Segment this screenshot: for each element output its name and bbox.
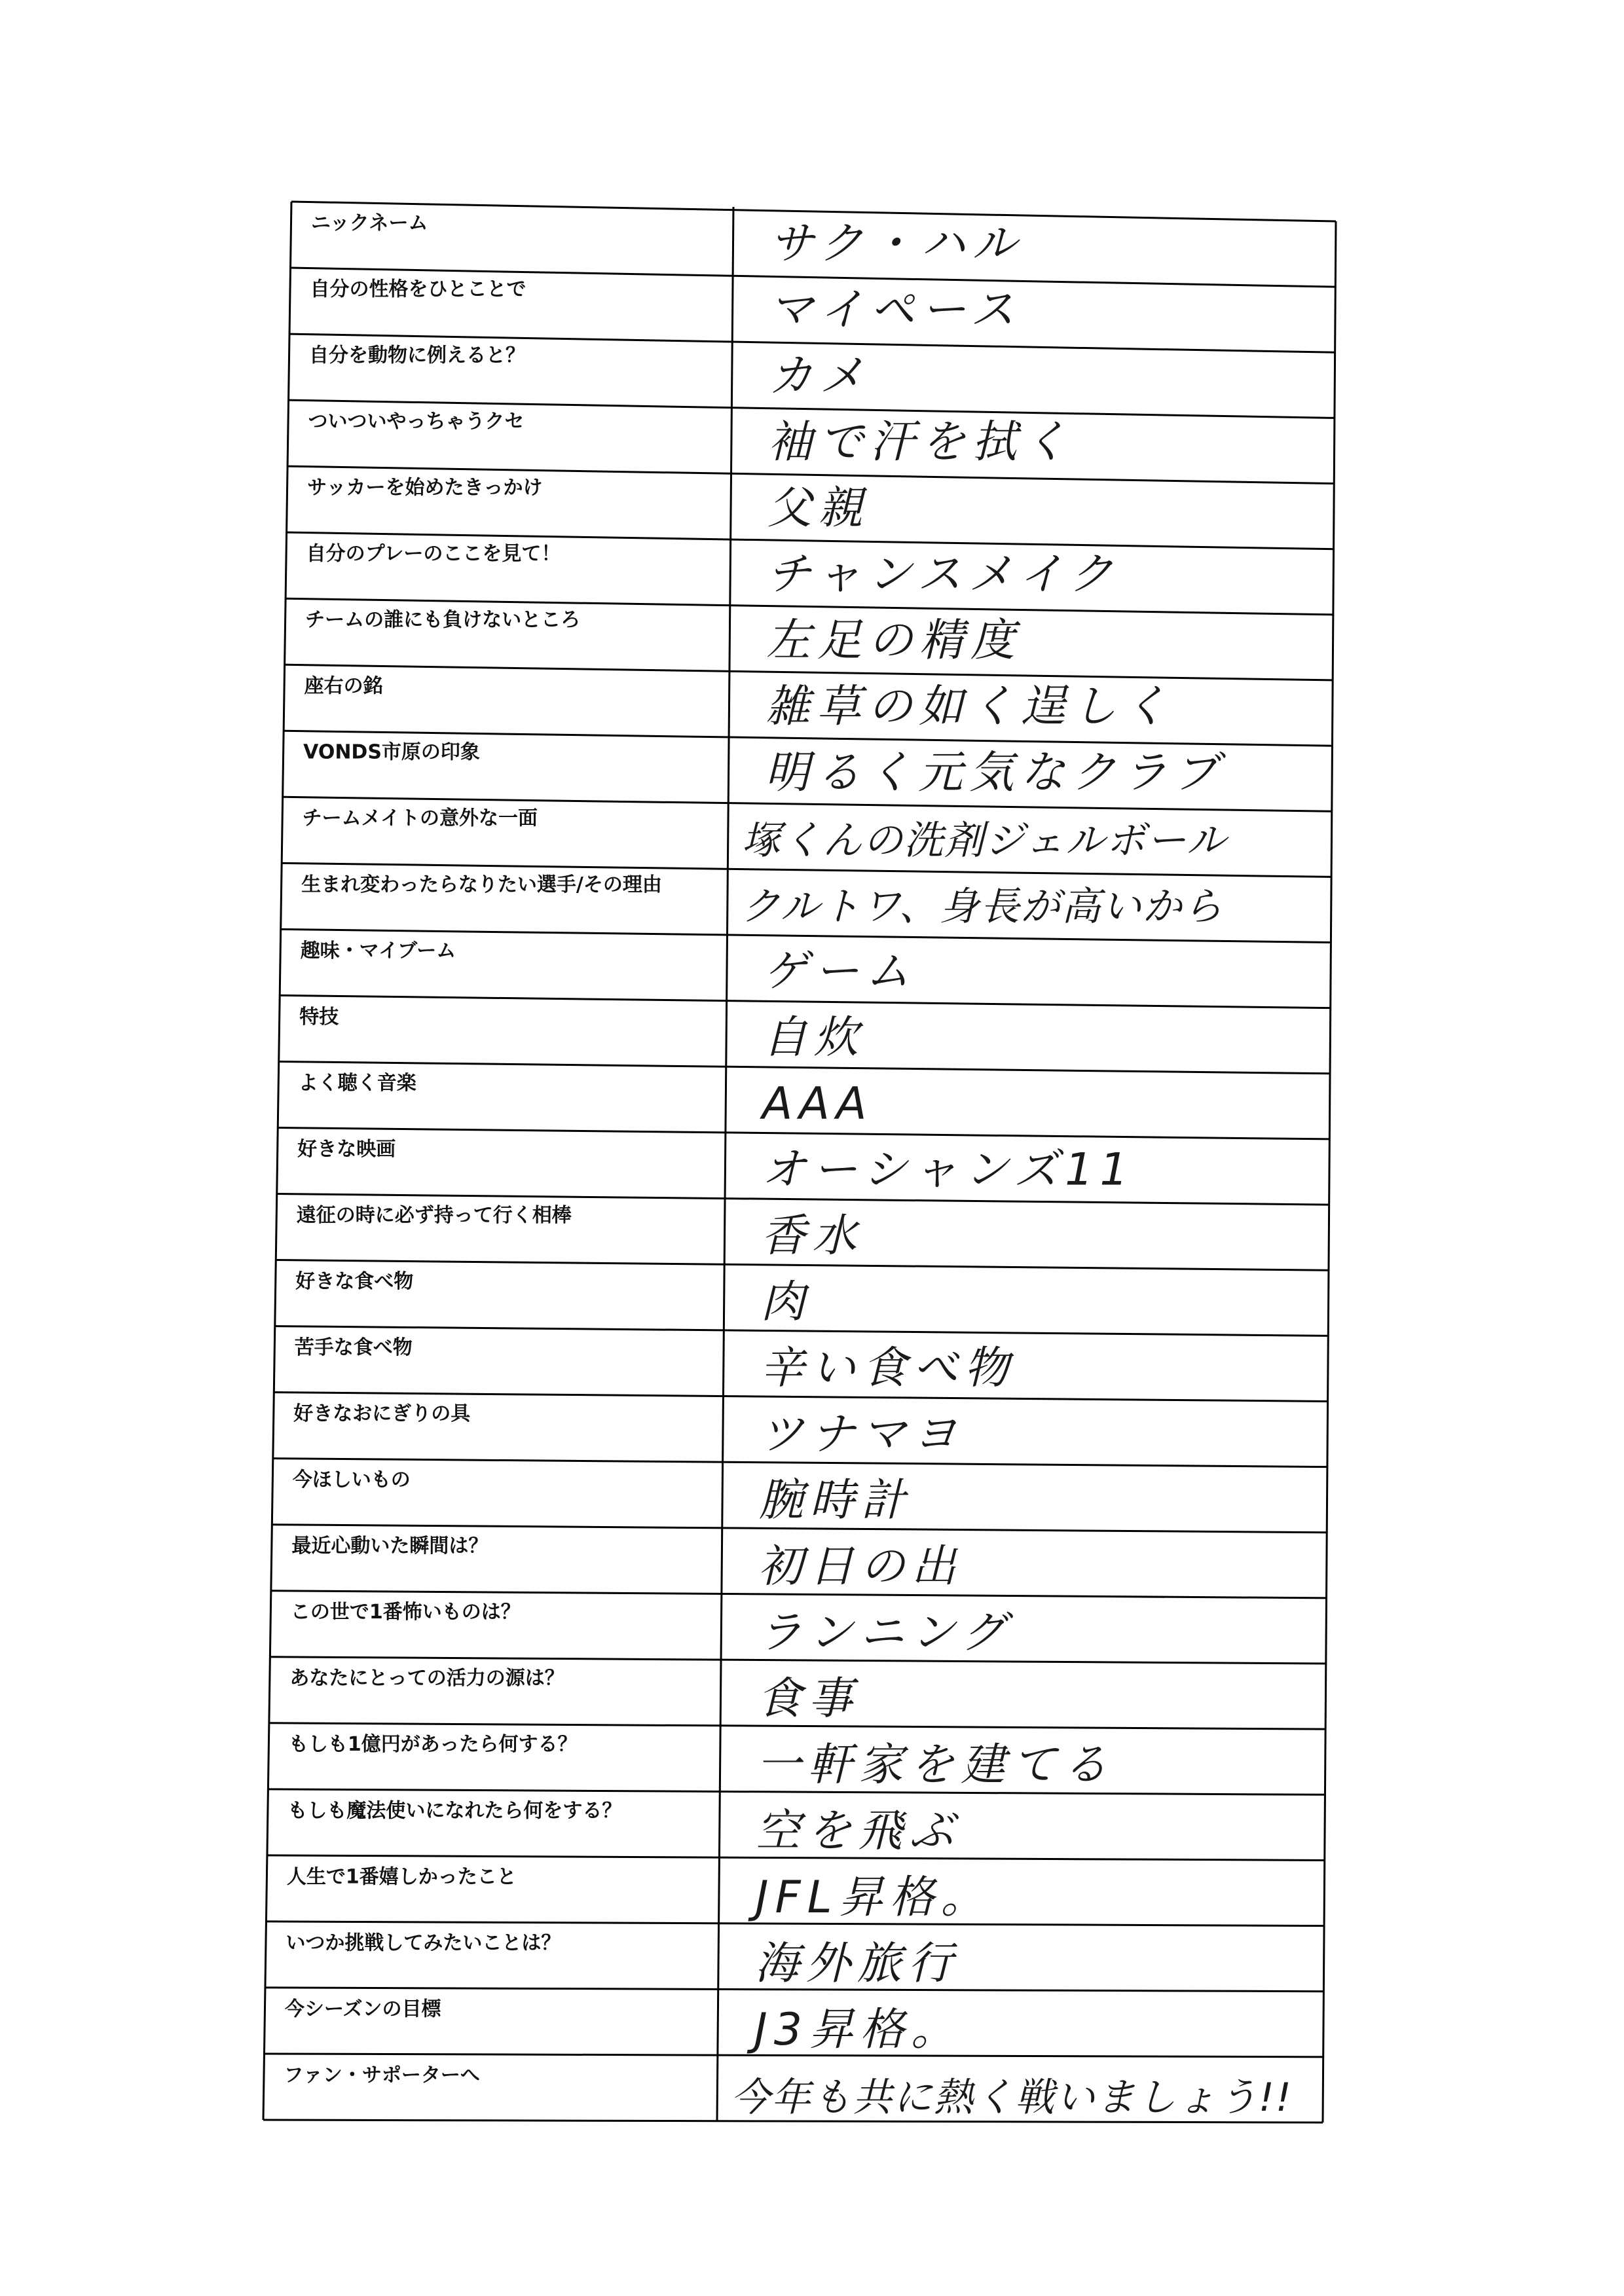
handwritten-answer: 自炊 bbox=[762, 1011, 865, 1064]
table-cells bbox=[284, 211, 1292, 2120]
handwritten-answer: 肉 bbox=[760, 1276, 812, 1328]
table-row bbox=[295, 1270, 811, 1328]
table-row bbox=[303, 741, 1226, 799]
question-label: もしも魔法使いになれたら何をする？ bbox=[287, 1799, 622, 1823]
question-label: チームメイトの意外な一面 bbox=[302, 807, 538, 830]
table-column-divider bbox=[717, 207, 733, 2121]
handwritten-answer: ゲーム bbox=[763, 945, 917, 998]
question-label: ニックネーム bbox=[311, 211, 428, 235]
question-label: 特技 bbox=[299, 1005, 339, 1029]
table-row bbox=[297, 1138, 1134, 1195]
question-label: 今ほしいもの bbox=[292, 1468, 411, 1492]
table-row bbox=[299, 1006, 864, 1063]
question-label: 自分を動物に例えると？ bbox=[309, 344, 526, 367]
handwritten-answer: チャンスメイク bbox=[766, 549, 1120, 601]
handwritten-answer: クルトワ、身長が高いから bbox=[741, 884, 1224, 930]
question-label: 好きなおにぎりの具 bbox=[293, 1402, 471, 1426]
question-label: ファン・サポーターへ bbox=[284, 2064, 480, 2087]
question-label: いつか挑戦してみたいことは？ bbox=[286, 1931, 561, 1955]
table-row bbox=[293, 1402, 963, 1460]
handwritten-answer: J3昇格。 bbox=[754, 2003, 963, 2056]
question-label: 今シーズンの目標 bbox=[284, 1997, 441, 2021]
question-label: 座右の銘 bbox=[304, 674, 383, 698]
table-row bbox=[287, 1799, 960, 1857]
table-row bbox=[284, 2064, 1292, 2120]
table-row bbox=[286, 1931, 959, 1989]
handwritten-answer: 香水 bbox=[761, 1210, 864, 1262]
question-label: 好きな映画 bbox=[297, 1137, 396, 1161]
question-label: 自分の性格をひとことで bbox=[310, 278, 526, 301]
handwritten-answer: 父親 bbox=[767, 483, 870, 535]
table-border-left bbox=[263, 202, 291, 2120]
handwritten-answer: JFL昇格。 bbox=[755, 1871, 992, 1923]
handwritten-answer: 辛い食べ物 bbox=[760, 1342, 1016, 1394]
table-row bbox=[311, 211, 1023, 269]
question-label: VONDS市原の印象 bbox=[303, 740, 480, 764]
handwritten-answer: 塚くんの洗剤ジェルボール bbox=[741, 818, 1227, 864]
handwritten-answer: 食事 bbox=[757, 1673, 860, 1725]
question-label: 最近心動いた瞬間は？ bbox=[291, 1535, 489, 1558]
question-label: ついついやっちゃうクセ bbox=[308, 410, 525, 433]
table-row bbox=[291, 1535, 962, 1592]
table-row bbox=[301, 873, 1224, 930]
handwritten-answer: 雑草の如く逞しく bbox=[765, 681, 1174, 733]
table-row bbox=[306, 543, 1120, 600]
handwritten-answer: 初日の出 bbox=[758, 1540, 963, 1593]
question-label: 苦手な食べ物 bbox=[294, 1336, 413, 1360]
handwritten-answer: 海外旅行 bbox=[754, 1937, 959, 1990]
question-label: 趣味・マイブーム bbox=[300, 939, 456, 962]
handwritten-answer: 袖で汗を拭く bbox=[767, 416, 1075, 468]
question-label: 生まれ変わったらなりたい選手/その理由 bbox=[301, 873, 662, 896]
handwritten-answer: 一軒家を建てる bbox=[756, 1739, 1115, 1791]
handwritten-answer: サク・ハル bbox=[769, 217, 1024, 270]
handwritten-answer: カメ bbox=[768, 350, 871, 402]
question-label: この世で1番怖いものは？ bbox=[290, 1601, 521, 1624]
question-label: 人生で1番嬉しかったこと bbox=[286, 1865, 517, 1889]
table-row bbox=[285, 1997, 962, 2055]
question-label: 遠征の時に必ず持って行く相棒 bbox=[296, 1203, 572, 1227]
table-row bbox=[297, 1204, 863, 1262]
question-label: 自分のプレーのここを見て！ bbox=[306, 542, 561, 566]
handwritten-answer: 腕時計 bbox=[758, 1474, 912, 1527]
table-row bbox=[293, 1468, 912, 1526]
question-label: よく聴く音楽 bbox=[298, 1071, 416, 1095]
handwritten-answer: マイペース bbox=[769, 283, 1022, 336]
question-label: チームの誰にも負けないところ bbox=[305, 608, 581, 632]
question-label: もしも1億円があったら何する？ bbox=[288, 1733, 578, 1757]
table-border-right bbox=[1323, 221, 1336, 2123]
row-divider bbox=[280, 995, 1331, 1008]
table-row bbox=[287, 1865, 992, 1923]
table-row bbox=[304, 675, 1174, 733]
table-row bbox=[309, 344, 870, 402]
table-row bbox=[289, 1733, 1114, 1791]
question-label: 好きな食べ物 bbox=[295, 1269, 414, 1293]
table-row bbox=[303, 807, 1229, 864]
table-row bbox=[295, 1336, 1016, 1394]
handwritten-answer: 今年も共に熱く戦いましょう!! bbox=[730, 2074, 1293, 2121]
question-label: サッカーを始めたきっかけ bbox=[307, 476, 543, 500]
handwritten-answer: オーシャンズ11 bbox=[761, 1144, 1135, 1196]
table-row bbox=[310, 278, 1022, 335]
table-row bbox=[305, 609, 1022, 666]
handwritten-answer: 左足の精度 bbox=[766, 615, 1022, 667]
handwritten-answer: 空を飛ぶ bbox=[756, 1805, 961, 1857]
table-row bbox=[307, 477, 869, 534]
handwritten-answer: AAA bbox=[762, 1078, 874, 1130]
handwritten-answer: ランニング bbox=[757, 1607, 1012, 1659]
table-row bbox=[289, 1667, 859, 1724]
question-label: あなたにとっての活力の源は？ bbox=[289, 1667, 564, 1690]
table-row bbox=[308, 410, 1075, 468]
row-divider bbox=[285, 665, 1333, 680]
table-row bbox=[299, 1072, 874, 1129]
table-row bbox=[301, 939, 917, 997]
table-row bbox=[291, 1601, 1014, 1658]
handwritten-answer: ツナマヨ bbox=[759, 1408, 964, 1461]
handwritten-answer: 明るく元気なクラブ bbox=[765, 747, 1225, 799]
